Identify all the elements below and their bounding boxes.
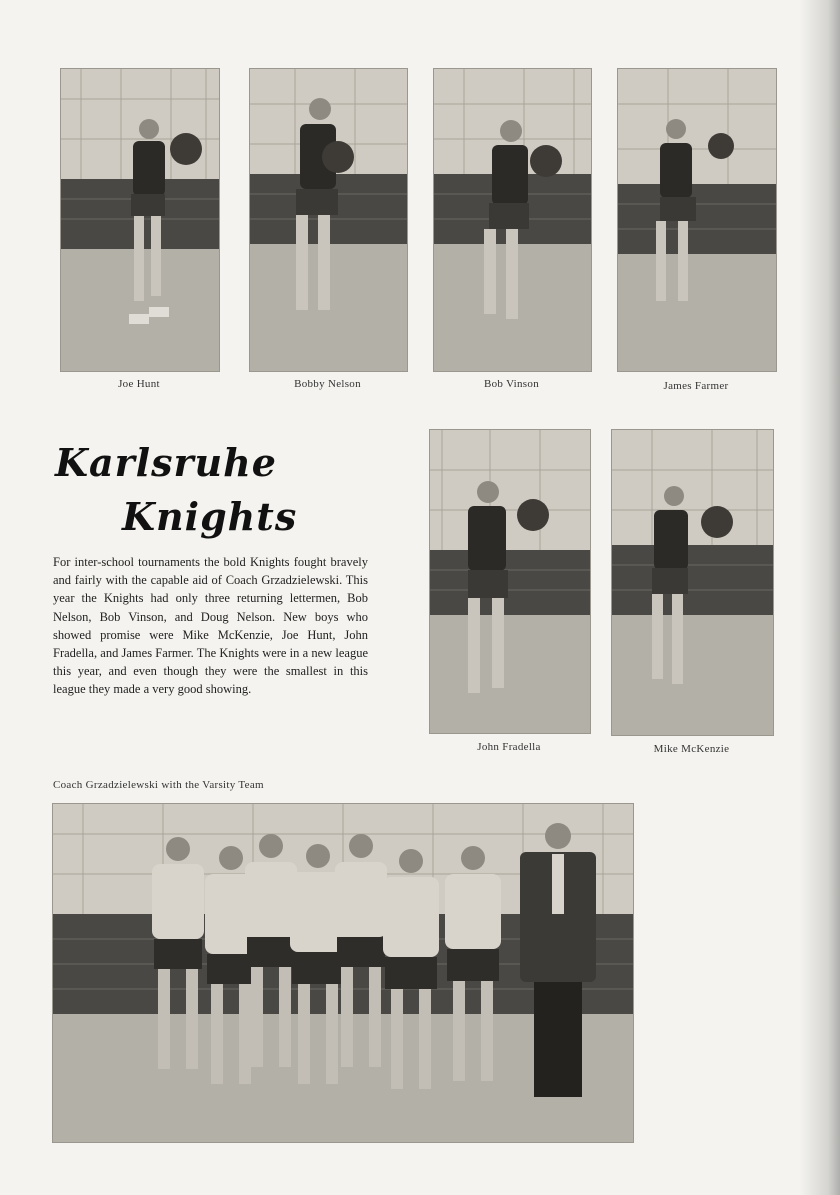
team-photo-caption: Coach Grzadzielewski with the Varsity Team <box>53 779 264 791</box>
heading-line-1: Karlsruhe <box>55 440 277 485</box>
caption-bobby-nelson: Bobby Nelson <box>294 378 361 390</box>
page-edge-shadow <box>800 0 840 1195</box>
article-text: For inter-school tournaments the bold Knights fought bravely and fairly with the capable aid of Coach Grzadzielewski. This year the Knights had only three returning lettermen, Bob Nelson, Bob Vinson, and Doug Nelson. New boys who showed promise were Mike McKenzie, Joe Hunt, John Fradella, and James Farmer. The Knights were in a new league this year, and even though they were the smallest in this league they made a very good showing. <box>53 555 368 697</box>
heading-line-2: Knights <box>122 494 298 539</box>
player-photo-james-farmer <box>617 68 777 372</box>
caption-joe-hunt: Joe Hunt <box>118 378 160 390</box>
caption-bob-vinson: Bob Vinson <box>483 378 539 390</box>
team-photo <box>52 803 634 1143</box>
player-photo-bobby-nelson <box>249 68 408 372</box>
caption-james-farmer: James Farmer <box>663 380 729 392</box>
player-photo-bob-vinson <box>433 68 592 372</box>
player-photo-john-fradella <box>429 429 591 734</box>
caption-mike-mckenzie: Mike McKenzie <box>653 743 730 755</box>
player-photo-joe-hunt <box>60 68 220 372</box>
caption-john-fradella: John Fradella <box>477 741 541 753</box>
player-photo-mike-mckenzie <box>611 429 774 736</box>
